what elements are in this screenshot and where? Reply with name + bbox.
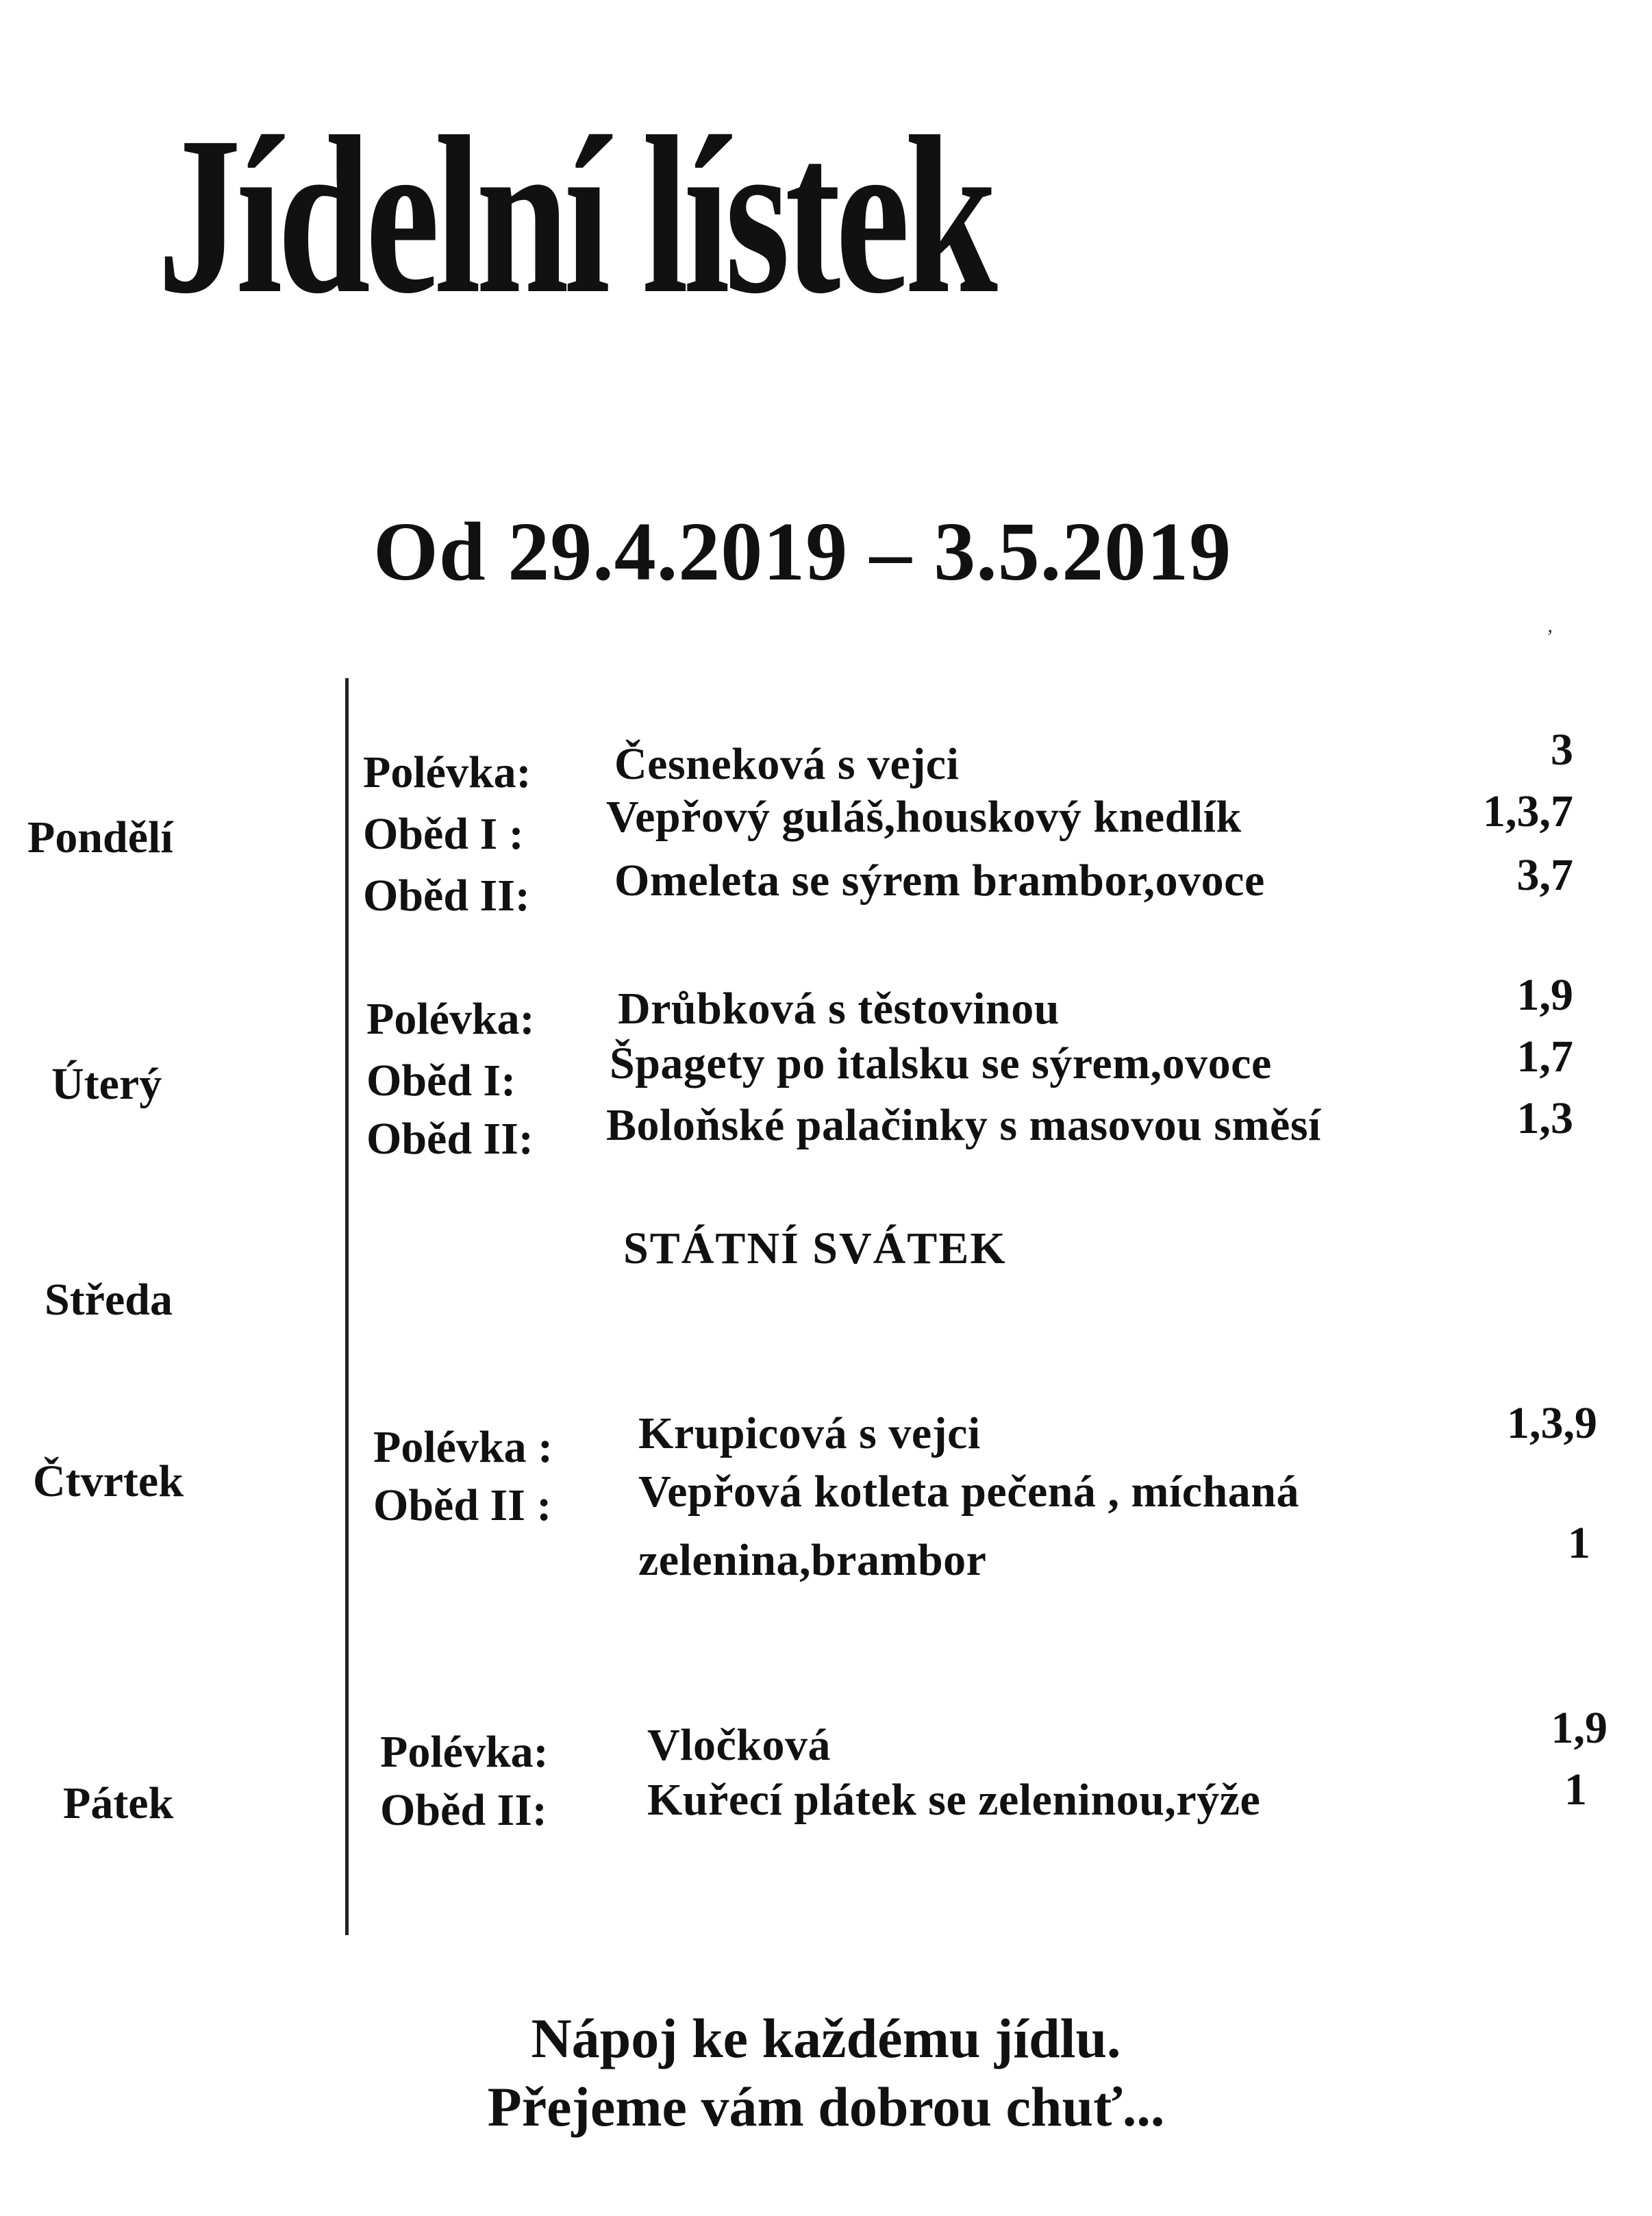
meal-allergens: 1 [1564,1765,1587,1815]
day-label-tuesday: Úterý [51,1059,162,1109]
menu-title: Jídelní lístek [158,90,993,340]
meal-category: Polévka: [366,994,535,1044]
footer-greeting: Přejeme vám dobrou chuť... [487,2076,1165,2138]
meal-allergens: 1 [1568,1518,1590,1568]
meal-allergens: 1,9 [1516,970,1573,1020]
meal-category: Oběd II : [373,1480,552,1530]
holiday-note: STÁTNÍ SVÁTEK [623,1223,1007,1273]
meal-allergens: 1,3,7 [1483,786,1573,836]
meal-category: Oběd II: [380,1785,547,1835]
meal-category: Oběd I: [366,1056,516,1106]
stray-mark: ’ [1547,625,1553,648]
meal-allergens: 1,7 [1516,1032,1573,1082]
day-label-friday: Pátek [63,1778,174,1828]
meal-dish: Česneková s vejci [614,739,960,789]
meal-dish: Boloňské palačinky s masovou směsí [606,1100,1321,1150]
date-range: Od 29.4.2019 – 3.5.2019 [373,506,1232,598]
meal-allergens: 1,3 [1516,1093,1573,1143]
meal-allergens: 3,7 [1516,850,1573,900]
meal-category: Oběd II: [366,1114,534,1164]
meal-category: Polévka : [373,1422,553,1472]
meal-dish: Vepřový guláš,houskový knedlík [606,792,1242,842]
meal-dish: Špagety po italsku se sýrem,ovoce [610,1038,1272,1088]
column-divider [345,678,349,1935]
meal-category: Polévka: [363,747,531,797]
meal-category: Oběd I : [363,809,524,859]
meal-dish-continued: zelenina,brambor [638,1535,987,1585]
meal-category: Oběd II: [363,871,530,921]
meal-allergens: 1,3,9 [1507,1398,1597,1448]
meal-dish: Vepřová kotleta pečená , míchaná [638,1467,1300,1517]
day-label-thursday: Čtvrtek [33,1456,184,1506]
meal-category: Polévka: [380,1727,549,1777]
meal-dish: Kuřecí plátek se zeleninou,rýže [647,1775,1261,1825]
meal-allergens: 3 [1551,725,1573,775]
meal-dish: Omeleta se sýrem brambor,ovoce [614,856,1265,906]
meal-allergens: 1,9 [1551,1703,1607,1753]
meal-dish: Vločková [647,1720,831,1770]
day-label-wednesday: Středa [45,1275,173,1325]
footer-drink-note: Nápoj ke každému jídlu. [531,2007,1121,2069]
meal-dish: Krupicová s vejci [638,1408,981,1458]
meal-dish: Drůbková s těstovinou [618,984,1060,1034]
day-label-monday: Pondělí [27,812,173,862]
